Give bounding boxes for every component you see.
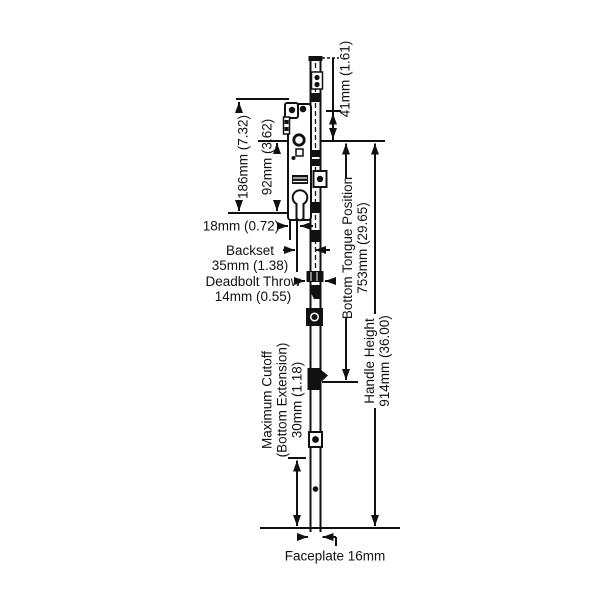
label-case-depth: 18mm (0.72) <box>202 218 280 234</box>
strip-block-2 <box>311 230 320 242</box>
spindle-hole <box>294 135 304 145</box>
label-deadbolt-throw <box>205 274 300 304</box>
strip-nub-2 <box>312 159 320 166</box>
top-roller-cam <box>312 72 323 89</box>
label-deadbolt-line2: 14mm (0.55) <box>214 289 292 304</box>
case-screw-icon <box>300 106 307 113</box>
strip-nub-top <box>312 93 320 102</box>
strip-nub-1 <box>312 150 320 157</box>
lower-roller-cam <box>306 308 323 326</box>
label-tongue-line1: Bottom Tongue Position <box>340 176 355 320</box>
top-screw-icon <box>289 107 295 113</box>
label-cutoff-line2: (Bottom Extension) <box>274 342 290 458</box>
label-pz-distance: 92mm (3.62) <box>259 118 275 196</box>
label-handle-line1: Handle Height <box>362 318 377 404</box>
label-upper-height: 186mm (7.32) <box>235 114 251 200</box>
hook-cam <box>311 285 321 299</box>
mid-roller-cam <box>314 171 327 187</box>
label-bottom-tongue-position <box>340 177 370 319</box>
label-cutoff-line1: Maximum Cutoff <box>259 350 275 450</box>
gearbox <box>284 103 312 220</box>
bottom-screw-icon <box>313 486 319 492</box>
keeper-block <box>309 432 322 447</box>
label-backset-line2: 35mm (1.38) <box>211 258 289 273</box>
label-backset <box>212 243 289 273</box>
gearbox-side-tab <box>284 117 290 134</box>
label-cutoff-line3: 30mm (1.18) <box>289 361 305 439</box>
bottom-tongue <box>308 368 329 390</box>
label-handle-line2: 914mm (36.00) <box>377 315 392 407</box>
label-handle-height <box>362 315 392 407</box>
label-deadbolt-line1: Deadbolt Throw <box>205 274 301 289</box>
label-faceplate: Faceplate 16mm <box>284 548 386 564</box>
label-maximum-cutoff <box>260 343 305 458</box>
strip-block-1 <box>312 202 320 213</box>
spindle-follower <box>296 149 303 156</box>
label-backset-line1: Backset <box>225 243 275 258</box>
gearbox-slot <box>292 175 308 184</box>
label-top-offset: 41mm (1.61) <box>337 40 353 118</box>
deadbolt <box>307 271 324 282</box>
faceplate-top-cap <box>309 56 323 61</box>
label-tongue-line2: 753mm (29.65) <box>355 202 370 294</box>
